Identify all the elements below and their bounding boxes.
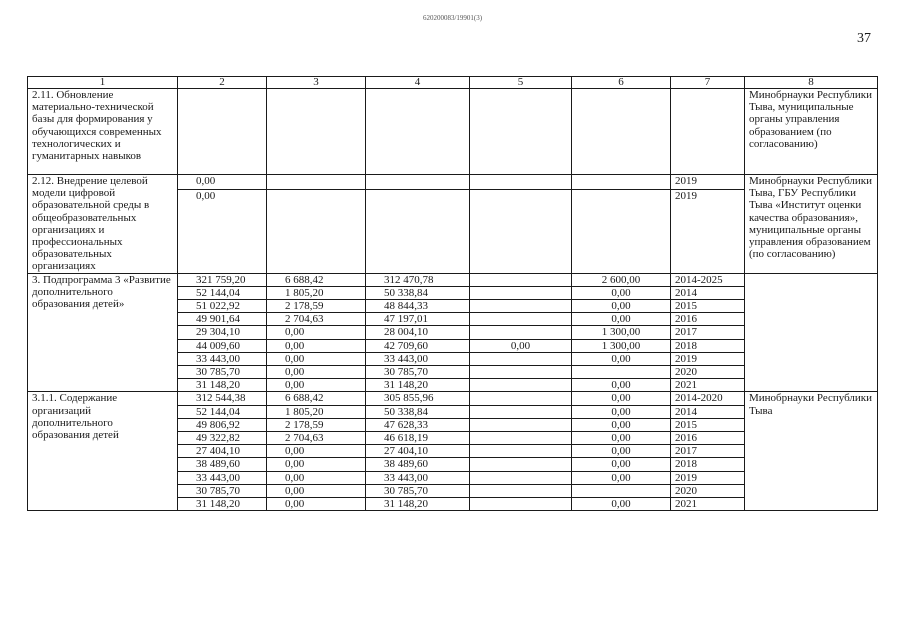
cell-c7: 2018 — [671, 458, 745, 471]
cell-c5 — [470, 392, 572, 405]
cell-c3: 6 688,42 — [267, 392, 366, 405]
cell-c4: 50 338,84 — [366, 286, 470, 299]
cell-c2: 312 544,38 — [178, 392, 267, 405]
cell-c6: 0,00 — [572, 313, 671, 326]
cell-c7: 2014-2025 — [671, 273, 745, 286]
cell-c3 — [267, 175, 366, 190]
cell-c3: 0,00 — [267, 458, 366, 471]
cell-c5 — [470, 352, 572, 365]
header-cell: 3 — [267, 77, 366, 89]
cell-c4: 305 855,96 — [366, 392, 470, 405]
cell-c4: 28 004,10 — [366, 326, 470, 339]
cell-c7: 2016 — [671, 313, 745, 326]
cell-c2: 30 785,70 — [178, 484, 267, 497]
cell-c6: 0,00 — [572, 379, 671, 392]
cell-c3: 1 805,20 — [267, 405, 366, 418]
cell-c2: 49 322,82 — [178, 432, 267, 445]
cell-c6: 0,00 — [572, 352, 671, 365]
cell-c3: 2 704,63 — [267, 313, 366, 326]
cell-c7: 2021 — [671, 379, 745, 392]
cell-c2: 52 144,04 — [178, 405, 267, 418]
cell-c5 — [470, 189, 572, 273]
cell-c7: 2017 — [671, 445, 745, 458]
cell-c2: 49 806,92 — [178, 418, 267, 431]
cell-c5 — [470, 471, 572, 484]
cell-c7: 2017 — [671, 326, 745, 339]
header-cell: 4 — [366, 77, 470, 89]
cell-c4: 312 470,78 — [366, 273, 470, 286]
cell-c5 — [470, 498, 572, 511]
cell-c4: 42 709,60 — [366, 339, 470, 352]
cell-c4: 31 148,20 — [366, 379, 470, 392]
cell-c4: 30 785,70 — [366, 484, 470, 497]
cell-c4: 47 628,33 — [366, 418, 470, 431]
cell-c2: 27 404,10 — [178, 445, 267, 458]
cell-c5 — [470, 286, 572, 299]
row-org-3-1-1: Минобрнауки Республики Тыва — [745, 392, 878, 511]
cell-c3: 0,00 — [267, 352, 366, 365]
cell-c2: 52 144,04 — [178, 286, 267, 299]
header-row — [28, 77, 878, 89]
cell-c5 — [470, 458, 572, 471]
empty-cell — [671, 89, 745, 175]
cell-c2: 49 901,64 — [178, 313, 267, 326]
cell-c6: 0,00 — [572, 458, 671, 471]
header-cell: 7 — [671, 77, 745, 89]
cell-c6: 0,00 — [572, 418, 671, 431]
cell-c5 — [470, 175, 572, 190]
cell-c5 — [470, 366, 572, 379]
cell-c7: 2015 — [671, 300, 745, 313]
cell-c2: 33 443,00 — [178, 352, 267, 365]
cell-c7: 2019 — [671, 471, 745, 484]
cell-c5 — [470, 379, 572, 392]
cell-c7: 2015 — [671, 418, 745, 431]
header-cell: 5 — [470, 77, 572, 89]
cell-c4: 38 489,60 — [366, 458, 470, 471]
row-name-2-12: 2.12. Внедрение целевой модели цифровой образовательной среды в общеобразовательных организациях и профессиональных образовательных организациях — [28, 175, 178, 274]
cell-c3: 0,00 — [267, 339, 366, 352]
cell-c6: 1 300,00 — [572, 326, 671, 339]
cell-c5 — [470, 313, 572, 326]
cell-c2: 33 443,00 — [178, 471, 267, 484]
cell-c4: 27 404,10 — [366, 445, 470, 458]
cell-c6: 1 300,00 — [572, 339, 671, 352]
row-name-3-1-1: 3.1.1. Содержание организаций дополнительного образования детей — [28, 392, 178, 511]
row-org-3 — [745, 273, 878, 392]
cell-c6: 0,00 — [572, 471, 671, 484]
table-row — [28, 392, 878, 405]
page-number: 37 — [857, 31, 871, 46]
row-name-2-11: 2.11. Обновление материально-технической базы для формирования у обучающихся современных технологических и гуманитарных навыков — [28, 89, 178, 175]
cell-c6: 0,00 — [572, 498, 671, 511]
cell-c5 — [470, 300, 572, 313]
cell-c7: 2014-2020 — [671, 392, 745, 405]
document-id: 620200083/19901(3) — [422, 14, 483, 22]
cell-c6: 0,00 — [572, 286, 671, 299]
header-cell: 8 — [745, 77, 878, 89]
cell-c7: 2019 — [671, 175, 745, 190]
cell-c6: 0,00 — [572, 432, 671, 445]
empty-cell — [366, 89, 470, 175]
cell-c7: 2020 — [671, 484, 745, 497]
cell-c4: 33 443,00 — [366, 352, 470, 365]
cell-c2: 31 148,20 — [178, 498, 267, 511]
cell-c5 — [470, 326, 572, 339]
cell-c3: 0,00 — [267, 484, 366, 497]
cell-c7: 2020 — [671, 366, 745, 379]
row-org-2-11: Минобрнауки Республики Тыва, муниципальные органы управления образованием (по согласованию) — [745, 89, 878, 175]
cell-c2: 30 785,70 — [178, 366, 267, 379]
cell-c5 — [470, 432, 572, 445]
cell-c4: 50 338,84 — [366, 405, 470, 418]
cell-c6: 0,00 — [572, 392, 671, 405]
table-row — [28, 89, 878, 175]
cell-c6 — [572, 484, 671, 497]
cell-c6: 0,00 — [572, 405, 671, 418]
cell-c3: 2 704,63 — [267, 432, 366, 445]
cell-c4: 47 197,01 — [366, 313, 470, 326]
empty-cell — [178, 89, 267, 175]
cell-c7: 2019 — [671, 189, 745, 273]
row-name-3: 3. Подпрограмма 3 «Развитие дополнительного образования детей» — [28, 273, 178, 392]
cell-c6: 2 600,00 — [572, 273, 671, 286]
cell-c5 — [470, 405, 572, 418]
row-org-2-12: Минобрнауки Республики Тыва, ГБУ Республики Тыва «Институт оценки качества образования», муниципальные органы управления образованием (по согласованию) — [745, 175, 878, 274]
cell-c2: 321 759,20 — [178, 273, 267, 286]
empty-cell — [267, 89, 366, 175]
cell-c3: 1 805,20 — [267, 286, 366, 299]
cell-c2: 29 304,10 — [178, 326, 267, 339]
cell-c5: 0,00 — [470, 339, 572, 352]
table-row — [28, 175, 878, 190]
cell-c3: 0,00 — [267, 379, 366, 392]
cell-c5 — [470, 418, 572, 431]
cell-c3: 0,00 — [267, 366, 366, 379]
cell-c2: 38 489,60 — [178, 458, 267, 471]
cell-c6: 0,00 — [572, 445, 671, 458]
cell-c3: 0,00 — [267, 498, 366, 511]
cell-c2: 44 009,60 — [178, 339, 267, 352]
cell-c3: 0,00 — [267, 445, 366, 458]
cell-c7: 2016 — [671, 432, 745, 445]
cell-c6 — [572, 189, 671, 273]
cell-c4 — [366, 189, 470, 273]
cell-c5 — [470, 273, 572, 286]
cell-c3: 6 688,42 — [267, 273, 366, 286]
cell-c4: 30 785,70 — [366, 366, 470, 379]
cell-c3: 2 178,59 — [267, 418, 366, 431]
cell-c4: 46 618,19 — [366, 432, 470, 445]
cell-c7: 2021 — [671, 498, 745, 511]
cell-c4: 31 148,20 — [366, 498, 470, 511]
cell-c2: 31 148,20 — [178, 379, 267, 392]
cell-c3: 0,00 — [267, 326, 366, 339]
cell-c3: 2 178,59 — [267, 300, 366, 313]
header-cell: 1 — [28, 77, 178, 89]
cell-c6: 0,00 — [572, 300, 671, 313]
cell-c6 — [572, 366, 671, 379]
cell-c3 — [267, 189, 366, 273]
empty-cell — [572, 89, 671, 175]
empty-cell — [470, 89, 572, 175]
cell-c3: 0,00 — [267, 471, 366, 484]
program-table — [27, 76, 878, 511]
table-row — [28, 273, 878, 286]
header-cell: 6 — [572, 77, 671, 89]
cell-c7: 2014 — [671, 405, 745, 418]
cell-c4: 33 443,00 — [366, 471, 470, 484]
cell-c2: 51 022,92 — [178, 300, 267, 313]
cell-c5 — [470, 484, 572, 497]
cell-c7: 2018 — [671, 339, 745, 352]
cell-c2: 0,00 — [178, 175, 267, 190]
cell-c6 — [572, 175, 671, 190]
cell-c2: 0,00 — [178, 189, 267, 273]
cell-c4: 48 844,33 — [366, 300, 470, 313]
cell-c7: 2019 — [671, 352, 745, 365]
cell-c7: 2014 — [671, 286, 745, 299]
header-cell: 2 — [178, 77, 267, 89]
cell-c4 — [366, 175, 470, 190]
cell-c5 — [470, 445, 572, 458]
